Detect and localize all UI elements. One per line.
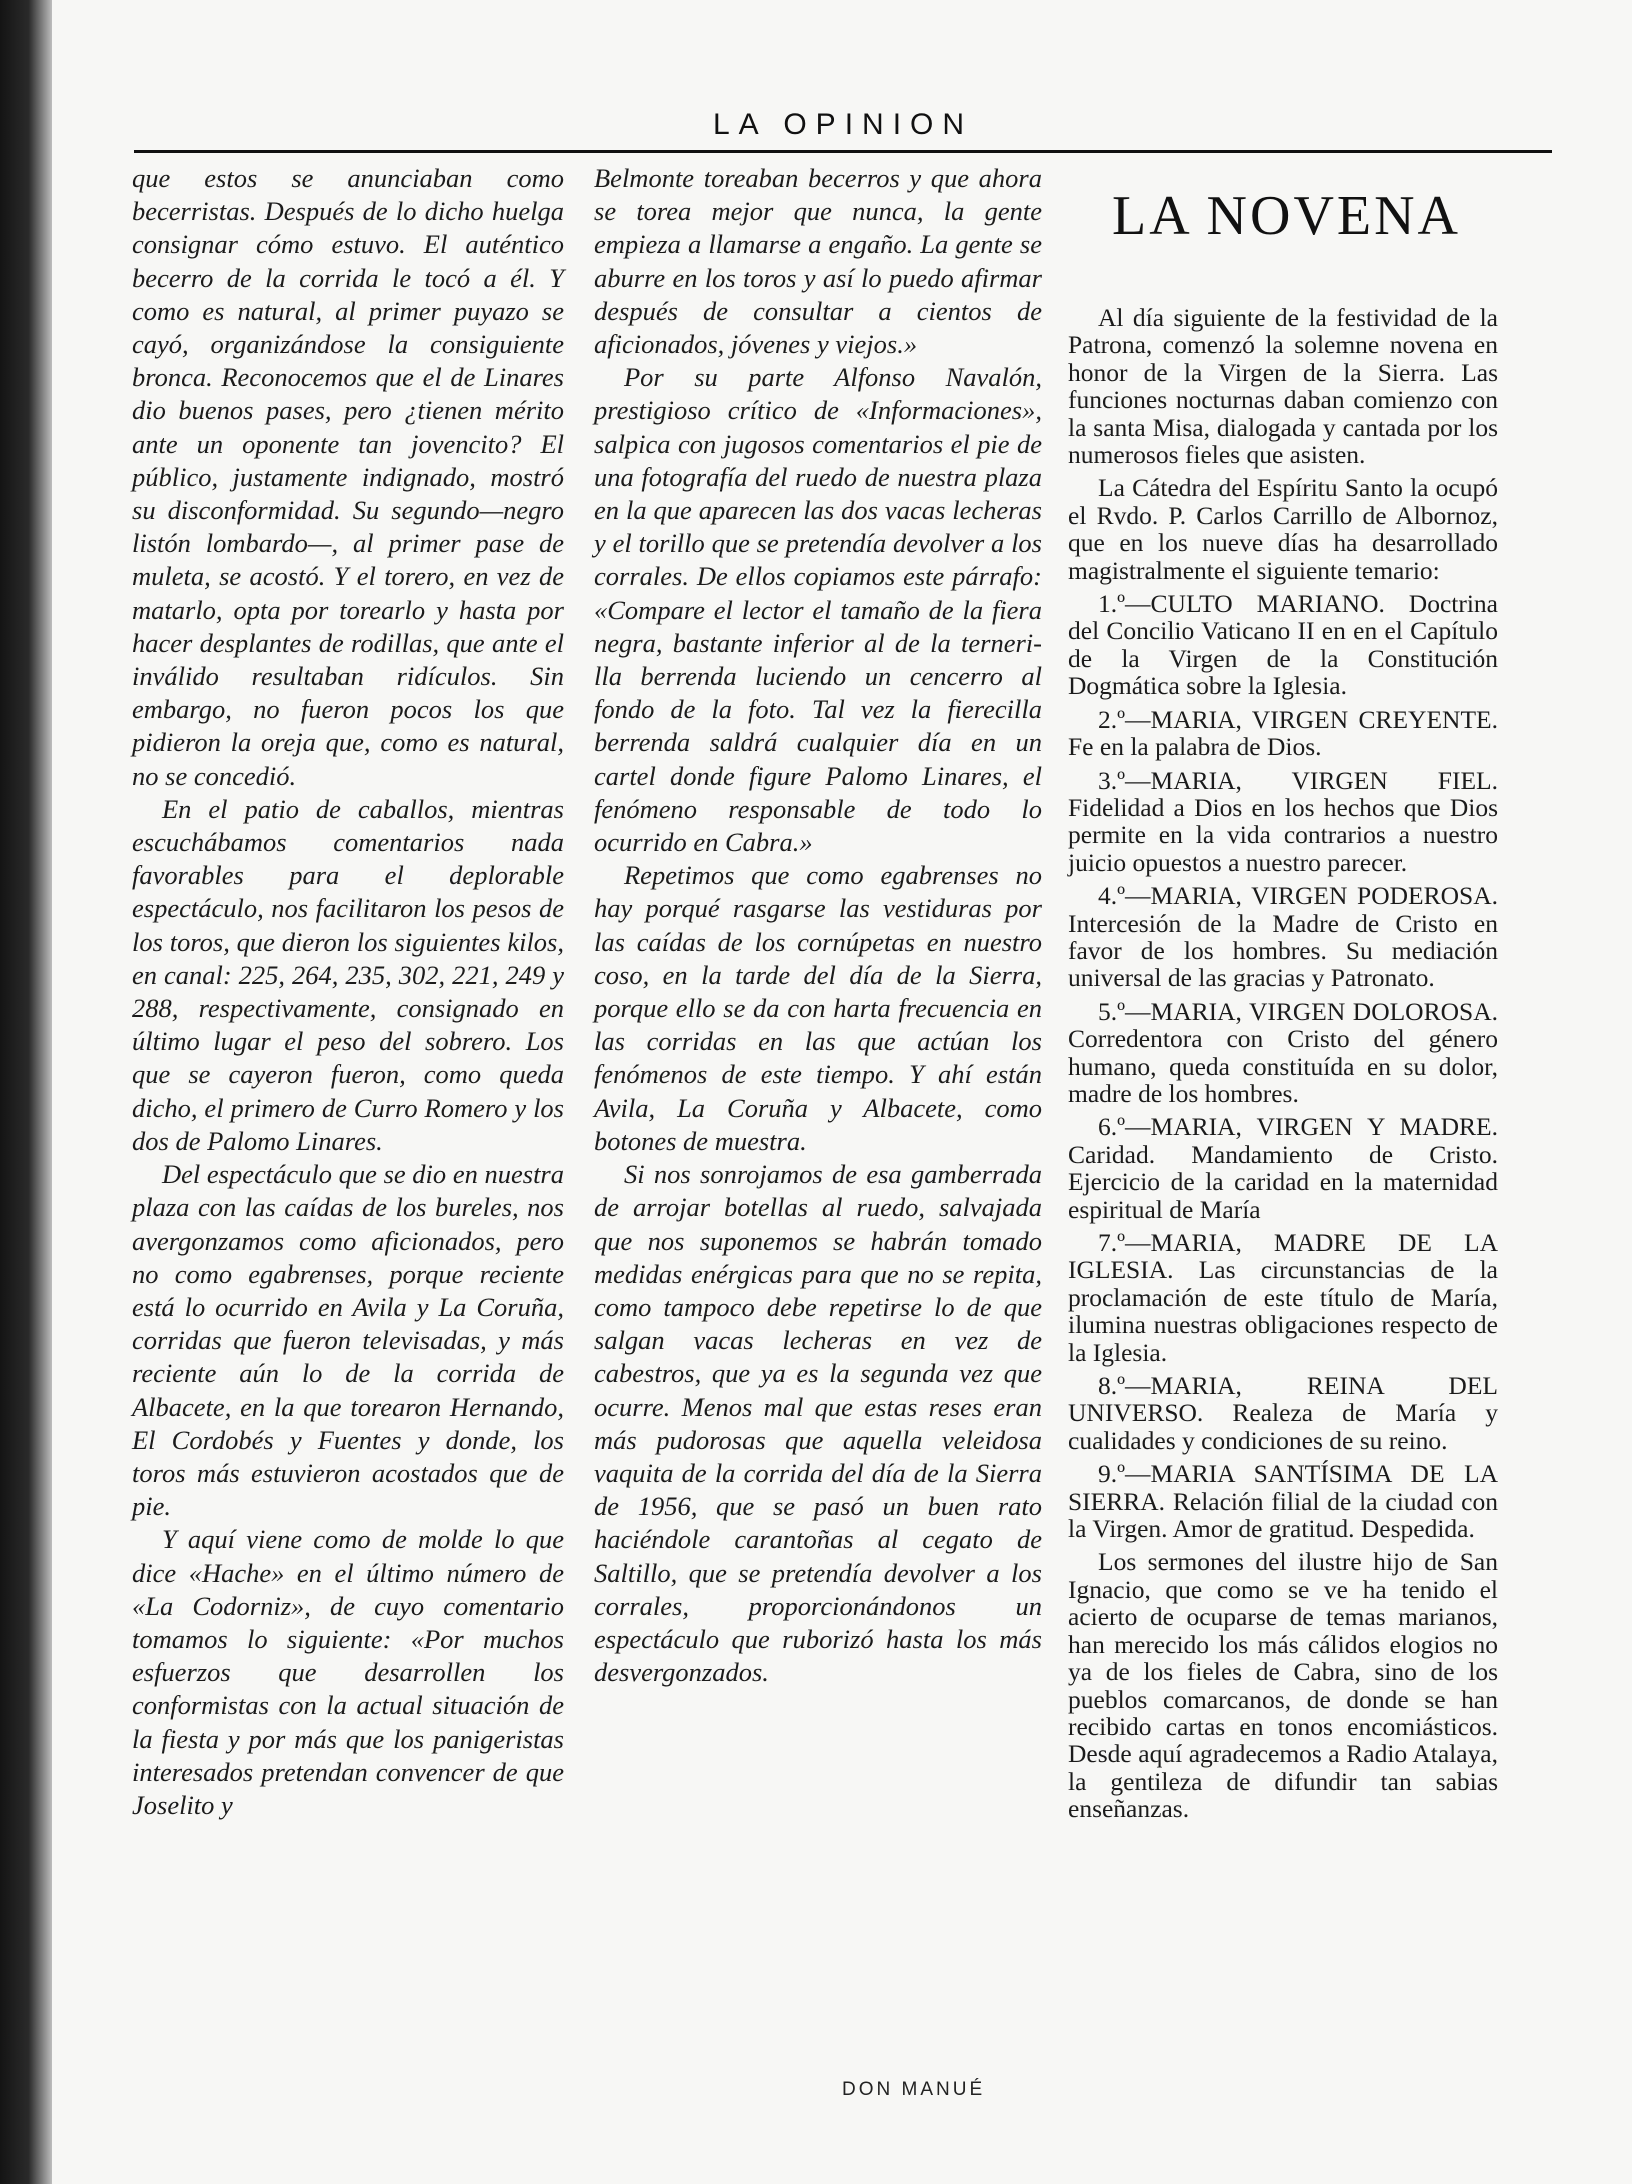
article-column-2 xyxy=(594,162,1042,1689)
theme-item: 2.º—MARIA, VIRGEN CREYENTE. Fe en la palabra de Dios. xyxy=(1068,704,1498,762)
theme-item: 9.º—MARIA SANTÍSIMA DE LA SIERRA. Relación filial de la ciudad con la Virgen. Amor de gratitud. Despedida. xyxy=(1068,1459,1498,1544)
paragraph: Del espectáculo que se dio en nuestra plaza con las caídas de los bureles, nos avergonzamos como aficionados, pero no como egabrenses, porque reciente está lo ocurrido en Avila y La Coruña, corridas que fueron televisadas, y más reciente aún lo de la corrida de Albacete, en la que torearon Hernando, El Cordobés y Fuentes y donde, los toros más estuvieron acostados que de pie. xyxy=(132,1159,564,1522)
book-spine-shadow xyxy=(0,0,52,2184)
paragraph: Belmonte toreaban becerros y que ahora se torea mejor que nunca, la gente empieza a llamarse a engaño. La gente se aburre en los toros y así lo puedo afirmar después de consultar a cientos de aficionados, jóvenes y viejos.» xyxy=(594,163,1042,360)
theme-item: 7.º—MARIA, MADRE DE LA IGLESIA. Las circunstancias de la proclamación de este título de María, ilumina nuestras obligaciones respecto de la Iglesia. xyxy=(1068,1228,1498,1367)
paragraph: Si nos sonrojamos de esa gamberrada de arrojar botellas al ruedo, salvajada que nos suponemos se habrán tomado medidas enérgicas para que no se repita, como tampoco debe repetirse lo de que salgan vacas lecheras en vez de cabestros, que ya es la segunda vez que ocurre. Menos mal que estas reses eran más pudorosas que aquella veleidosa vaquita de la corrida del día de la Sierra de 1956, que se pasó un buen rato haciéndole carantoñas al cegato de Saltillo, que se pretendía devolver a los corrales, proporcionándonos un espectáculo que ruborizó hasta los más desvergonzados. xyxy=(594,1159,1042,1688)
paragraph: En el patio de caballos, mientras escuchábamos comentarios nada favorables para el deplorable espectáculo, nos facilitaron los pesos de los toros, que dieron los siguientes kilos, en canal: 225, 264, 235, 302, 221, 249 y 288, respectivamente, consignado en último lugar el peso del sobrero. Los que se cayeron fueron, como queda dicho, el primero de Curro Romero y los dos de Palomo Linares. xyxy=(132,793,564,1156)
paragraph: Repetimos que como egabrenses no hay porqué rasgarse las vestiduras por las caídas de los cornúpetas en nuestro coso, en la tarde del día de la Sierra, porque ello se da con harta frecuencia en las corridas en las que actúan los fenómenos de este tiempo. Y ahí están Avila, La Coruña y Albacete, como botones de muestra. xyxy=(594,860,1042,1156)
author-signature: DON MANUÉ xyxy=(842,2079,986,2100)
paragraph: La Cátedra del Espíritu Santo la ocupó el Rvdo. P. Carlos Carrillo de Albornoz, que en los nueve días ha desarrollado magistralmente el siguiente temario: xyxy=(1068,473,1498,585)
paragraph: Al día siguiente de la festividad de la Patrona, comenzó la solemne novena en honor de la Virgen de la Sierra. Las funciones nocturnas daban comienzo con la santa Misa, dialogada y cantada por los numerosos fieles que asisten. xyxy=(1068,303,1498,470)
theme-item: 1.º—CULTO MARIANO. Doctrina del Concilio Vaticano II en en el Capítulo de la Virgen de la Constitución Dogmática sobre la Iglesia. xyxy=(1068,589,1498,701)
page-header xyxy=(134,108,1552,148)
paragraph: Por su parte Alfonso Navalón, prestigioso crítico de «Informaciones», salpica con jugosos comentarios el pie de una fotografía del ruedo de nuestra plaza en la que aparecen las dos vacas lecheras y el torillo que se pretendía devolver a los corrales. De ellos copiamos este párrafo: «Compare el lector el tamaño de la fiera negra, bastante inferior al de la terneri-lla berrenda luciendo un cencerro al fondo de la foto. Tal vez la fierecilla berrenda saldrá cualquier día en un cartel donde figure Palomo Linares, el fenómeno responsable de todo lo ocurrido en Cabra.» xyxy=(594,362,1042,858)
paragraph: Los sermones del ilustre hijo de San Ignacio, que como se ve ha tenido el acierto de ocuparse de temas marianos, han merecido los más cálidos elogios no ya de los fieles de Cabra, sino de los pueblos comarcanos, de donde se han recibido cartas en tonos encomiásticos. Desde aquí agradecemos a Radio Atalaya, la gentileza de difundir tan sabias enseñanzas. xyxy=(1068,1547,1498,1824)
publication-title: LA OPINION xyxy=(712,108,974,141)
paragraph: Y aquí viene como de molde lo que dice «Hache» en el último número de «La Codorniz», de cuyo comentario tomamos lo siguiente: «Por muchos esfuerzos que desarrollen los conformistas con la actual situación de la fiesta y por más que los panigeristas interesados pretendan convencer de que Joselito y xyxy=(132,1524,564,1820)
theme-item: 8.º—MARIA, REINA DEL UNIVERSO. Realeza de María y cualidades y condiciones de su reino. xyxy=(1068,1371,1498,1455)
theme-item: 6.º—MARIA, VIRGEN Y MADRE. Caridad. Mandamiento de Cristo. Ejercicio de la caridad en la maternidad espiritual de María xyxy=(1068,1112,1498,1224)
article-column-3 xyxy=(1068,304,1498,1829)
article-column-1 xyxy=(132,162,564,1822)
header-rule xyxy=(134,150,1552,153)
theme-item: 5.º—MARIA, VIRGEN DOLOROSA. Corredentora con Cristo del género humano, queda constituída en su dolor, madre de los hombres. xyxy=(1068,996,1498,1108)
section-title: LA NOVENA xyxy=(1112,185,1461,247)
theme-item: 3.º—MARIA, VIRGEN FIEL. Fidelidad a Dios en los hechos que Dios permite en la vida contrarios a nuestro juicio opuestos a nuestro parecer. xyxy=(1068,765,1498,877)
paragraph: que estos se anunciaban como becerristas. Después de lo dicho huelga consignar cómo estuvo. El auténtico becerro de la corrida le tocó a él. Y como es natural, al primer puyazo se cayó, organizándose la consiguiente bronca. Reconocemos que el de Linares dio buenos pases, pero ¿tienen mérito ante un oponente tan jovencito? El público, justamente indignado, mostró su disconformidad. Su segundo—negro listón lombardo—, al primer pase de muleta, se acostó. Y el torero, en vez de matarlo, opta por torearlo y hasta por hacer desplantes de rodillas, que ante el inválido resultaban ridículos. Sin embargo, no fueron pocos los que pidieron la oreja que, como es natural, no se concedió. xyxy=(132,163,564,791)
theme-item: 4.º—MARIA, VIRGEN PODEROSA. Intercesión de la Madre de Cristo en favor de los hombres. Su mediación universal de las gracias y Patronato. xyxy=(1068,881,1498,993)
